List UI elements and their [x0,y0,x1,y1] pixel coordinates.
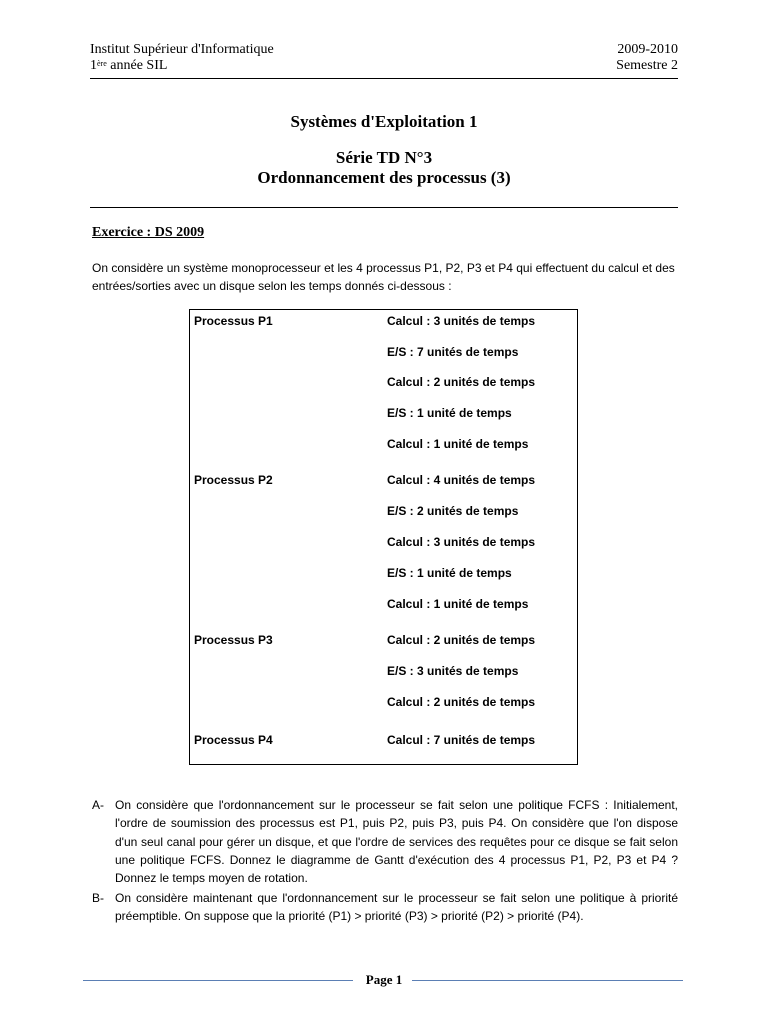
process-op: Calcul : 1 unité de temps [387,597,529,611]
process-op: Calcul : 4 unités de temps [387,473,536,487]
process-name: Processus P3 [194,633,273,647]
class-name: 1ère année SIL [90,58,168,73]
process-op: E/S : 7 unités de temps [387,345,519,359]
process-name: Processus P4 [194,733,273,747]
course-title: Systèmes d'Exploitation 1 [290,112,478,131]
process-op: Calcul : 1 unité de temps [387,437,529,451]
question-text: On considère maintenant que l'ordonnancement sur le processeur se fait selon une politique à priorité préemptible. On suppose que la priorité (P1) > priorité (P3) > priorité (P2) > priorité (P4). [115,891,678,924]
process-op: E/S : 2 unités de temps [387,504,519,518]
process-op: Calcul : 3 unités de temps [387,535,536,549]
topic-title: Ordonnancement des processus (3) [257,168,511,187]
process-op: E/S : 3 unités de temps [387,664,519,678]
process-table [189,309,578,765]
process-op: Calcul : 2 unités de temps [387,375,536,389]
page-number: Page 1 [365,972,403,987]
process-op: Calcul : 2 unités de temps [387,695,536,709]
process-name: Processus P1 [194,314,273,328]
process-op: E/S : 1 unité de temps [387,566,512,580]
semester: Semestre 2 [616,58,678,73]
process-op: Calcul : 2 unités de temps [387,633,536,647]
question-b [92,889,678,926]
class-suffix: année SIL [106,58,168,73]
process-op: Calcul : 3 unités de temps [387,314,536,328]
question-label: A- [92,798,104,812]
process-op: E/S : 1 unité de temps [387,406,512,420]
academic-year: 2009-2010 [617,42,678,57]
series-title: Série TD N°3 [335,148,433,167]
institute-name: Institut Supérieur d'Informatique [90,42,274,57]
class-superscript: ère [97,59,107,68]
title-divider [90,207,678,208]
question-text: On considère que l'ordonnancement sur le processeur se fait selon une politique FCFS : Initialement, l'ordre de soumission des processus est P1, puis P2, puis P3, puis P4. On considère que l'on dispose d'un seul canal pour gérer un disque, et que l'ordre de services des requêtes pour ce disque se fait selon une politique FCFS. Donnez le diagramme de Gantt d'exécution des 4 processus P1, P2, P3 et P4 ? Donnez le temps moyen de rotation. [115,798,678,886]
question-a [92,796,678,887]
page-header [90,42,678,74]
question-label: B- [92,891,104,905]
header-divider [90,78,678,79]
process-op: Calcul : 7 unités de temps [387,733,536,747]
process-name: Processus P2 [194,473,273,487]
exercise-intro: On considère un système monoprocesseur et les 4 processus P1, P2, P3 et P4 qui effectuent du calcul et des entrées/sorties avec un disque selon les temps donnés ci-dessous : [92,261,675,293]
exercise-title: Exercice : DS 2009 [92,225,205,240]
